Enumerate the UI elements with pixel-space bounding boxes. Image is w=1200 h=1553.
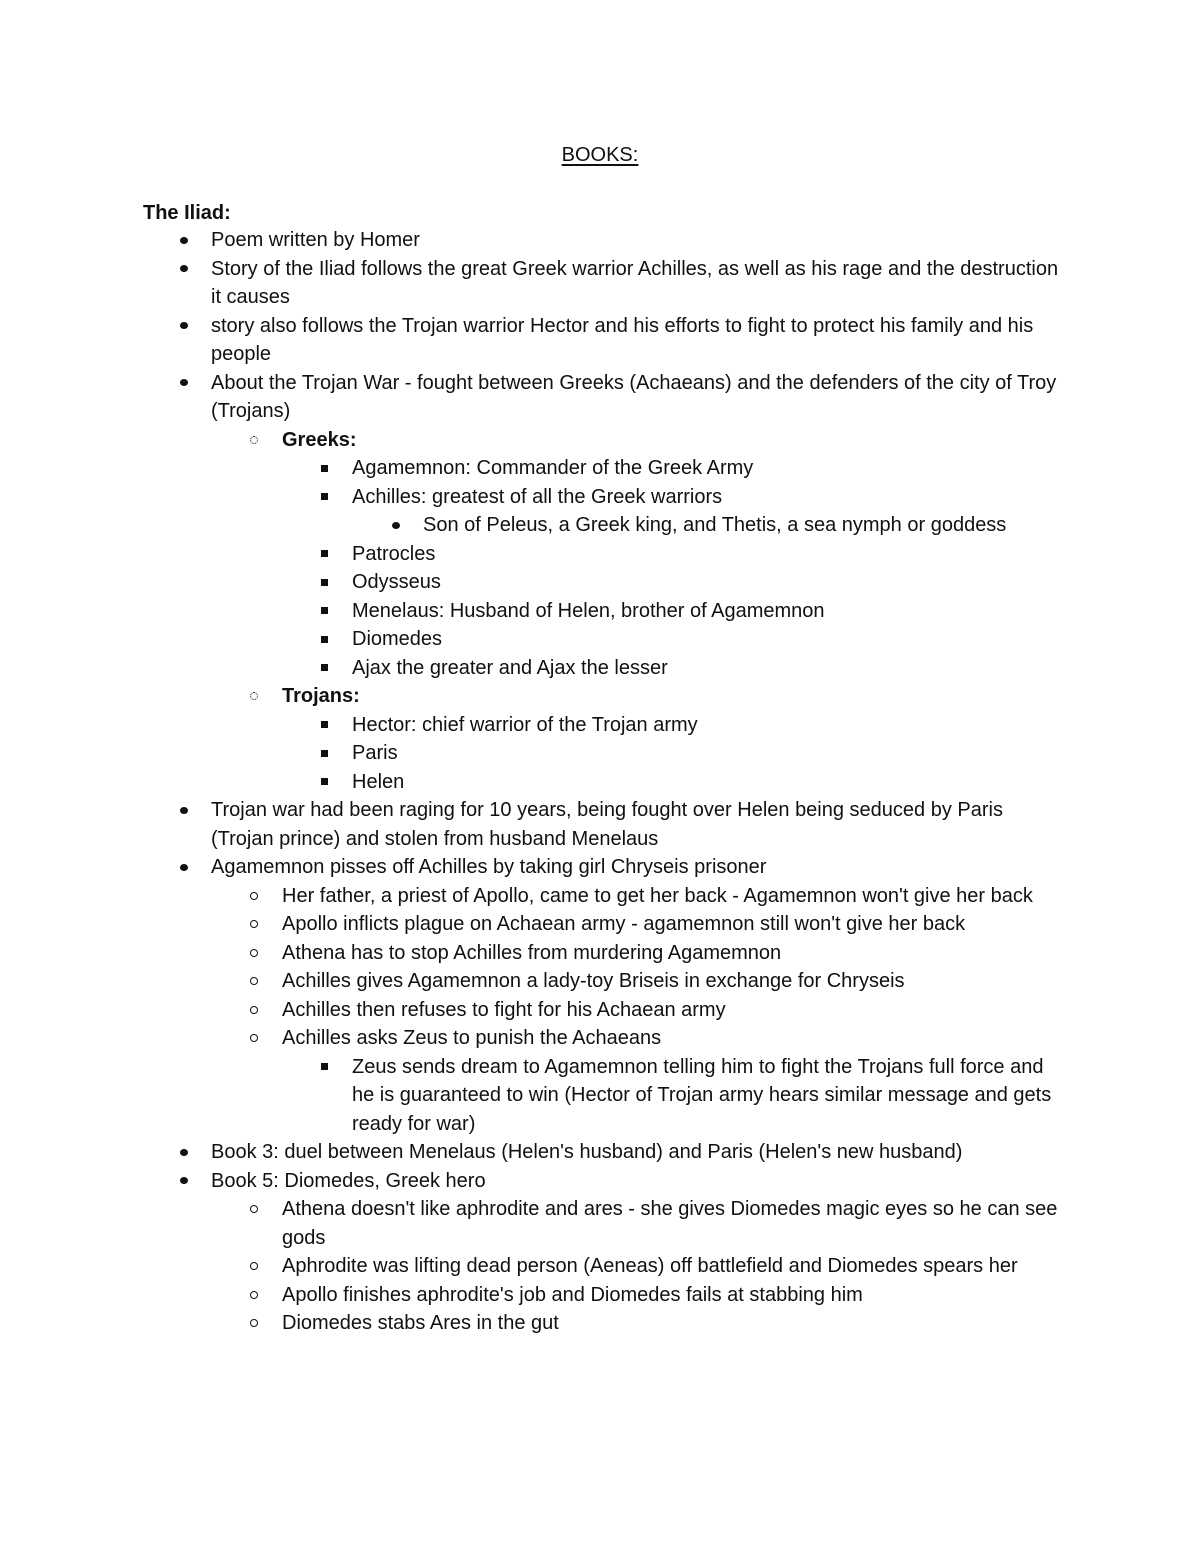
list-item [0,540,1062,569]
bullet-dotted-circle-icon [247,682,261,711]
list-item [0,226,1061,255]
list-item [0,511,1063,540]
list-item-text: Menelaus: Husband of Helen, brother of Agamemnon [352,599,825,622]
list-item-text: Odysseus [352,571,441,593]
bullet-circle-icon [247,996,261,1025]
list-item-text: Ajax the greater and Ajax the lesser [352,656,668,679]
bullet-circle-icon [247,1195,261,1224]
bullet-square-icon [317,568,331,597]
list-item-text: Poem written by Homer [211,229,420,251]
list-item-text: Book 3: duel between Menelaus (Helen's husband) and Paris (Helen's new husband) [211,1141,963,1163]
list-item [0,1195,1062,1252]
bullet-square-icon [317,739,331,768]
list-item [0,739,1062,768]
bullet-square-icon [317,1053,331,1082]
list-item-text: Paris [352,742,398,764]
list-item-text: Trojan war had been raging for 10 years, being fought over Helen being seduced by Paris (Trojan prince) and stolen from husband Menelaus [211,799,1003,850]
list-item-text: Achilles gives Agamemnon a lady-toy Briseis in exchange for Chryseis [282,970,905,992]
list-item-text: Agamemnon pisses off Achilles by taking girl Chryseis prisoner [211,856,767,878]
list-item [0,1167,1061,1196]
notes-outline [0,226,1200,1338]
section-heading: The Iliad: [143,202,231,224]
list-item [0,1053,1062,1139]
page-title: BOOKS: [561,144,639,166]
list-item [0,255,1061,312]
list-item-text: Her father, a priest of Apollo, came to get her back - Agamemnon won't give her back [282,884,1033,907]
list-item [0,654,1062,683]
list-item [0,967,1062,996]
bullet-square-icon [317,711,331,740]
bullet-disc-icon [177,369,191,398]
bullet-circle-icon [247,882,261,911]
bullet-dotted-circle-icon [247,426,261,455]
list-item-text: Patrocles [352,542,436,565]
list-item [0,454,1062,483]
bullet-circle-icon [247,1309,261,1338]
list-item [0,568,1062,597]
bullet-square-icon [317,597,331,626]
list-item-text: Achilles asks Zeus to punish the Achaeans [282,1027,662,1049]
bullet-circle-icon [247,1281,261,1310]
list-item [0,312,1061,369]
list-item-text: Greeks: [282,428,357,451]
list-item [0,1252,1062,1281]
list-item [0,853,1061,882]
list-item [0,369,1061,426]
list-item [0,910,1062,939]
bullet-disc-icon [177,226,191,255]
list-item-text: Zeus sends dream to Agamemnon telling him to fight the Trojans full force and he is guaranteed to win (Hector of Trojan army hears similar message and gets ready for war) [352,1055,1052,1135]
list-item [0,597,1062,626]
list-item-text: Trojans: [282,685,360,707]
list-item-text: Book 5: Diomedes, Greek hero [211,1169,486,1192]
bullet-circle-icon [247,967,261,996]
list-item-text: Diomedes [352,628,443,650]
list-item [0,939,1062,968]
list-item-text: Achilles: greatest of all the Greek warriors [352,485,723,508]
list-item-text: Diomedes stabs Ares in the gut [282,1312,559,1334]
bullet-disc-icon [177,1138,191,1167]
list-item [0,996,1062,1025]
list-item [0,1024,1062,1053]
list-item-text: Athena doesn't like aphrodite and ares - she gives Diomedes magic eyes so he can see gods [282,1198,1058,1249]
bullet-square-icon [317,540,331,569]
list-item [0,1138,1061,1167]
list-item [0,483,1062,512]
list-item-text: story also follows the Trojan warrior Hector and his efforts to fight to protect his family and his people [211,314,1034,365]
bullet-circle-icon [247,1024,261,1053]
bullet-circle-icon [247,1252,261,1281]
list-item-text: Aphrodite was lifting dead person (Aeneas) off battlefield and Diomedes spears her [282,1255,1018,1277]
bullet-square-icon [317,768,331,797]
bullet-disc-icon [177,796,191,825]
list-item-text: Son of Peleus, a Greek king, and Thetis, a sea nymph or goddess [423,514,1007,536]
list-item [0,1309,1062,1338]
bullet-disc-icon [177,312,191,341]
bullet-disc-icon [177,255,191,284]
list-item [0,711,1062,740]
list-item-text: Helen [352,770,405,793]
list-item-text: Hector: chief warrior of the Trojan army [352,713,698,736]
bullet-square-icon [317,454,331,483]
list-item [0,882,1062,911]
list-item-text: Apollo finishes aphrodite's job and Diomedes fails at stabbing him [282,1283,863,1306]
list-item [0,426,1062,455]
bullet-disc-icon [389,511,403,540]
list-item [0,625,1062,654]
list-item-text: Athena has to stop Achilles from murdering Agamemnon [282,941,782,964]
bullet-circle-icon [247,910,261,939]
bullet-disc-icon [177,853,191,882]
list-item-text: About the Trojan War - fought between Greeks (Achaeans) and the defenders of the city of Troy (Trojans) [211,371,1057,422]
list-item-text: Apollo inflicts plague on Achaean army - agamemnon still won't give her back [282,913,966,935]
bullet-square-icon [317,654,331,683]
bullet-circle-icon [247,939,261,968]
list-item [0,796,1061,853]
list-item [0,682,1062,711]
list-item-text: Agamemnon: Commander of the Greek Army [352,457,754,479]
bullet-disc-icon [177,1167,191,1196]
list-item-text: Achilles then refuses to fight for his Achaean army [282,998,726,1021]
bullet-square-icon [317,625,331,654]
list-item-text: Story of the Iliad follows the great Greek warrior Achilles, as well as his rage and the destruction it causes [211,257,1059,308]
list-item [0,1281,1062,1310]
bullet-square-icon [317,483,331,512]
list-item [0,768,1062,797]
